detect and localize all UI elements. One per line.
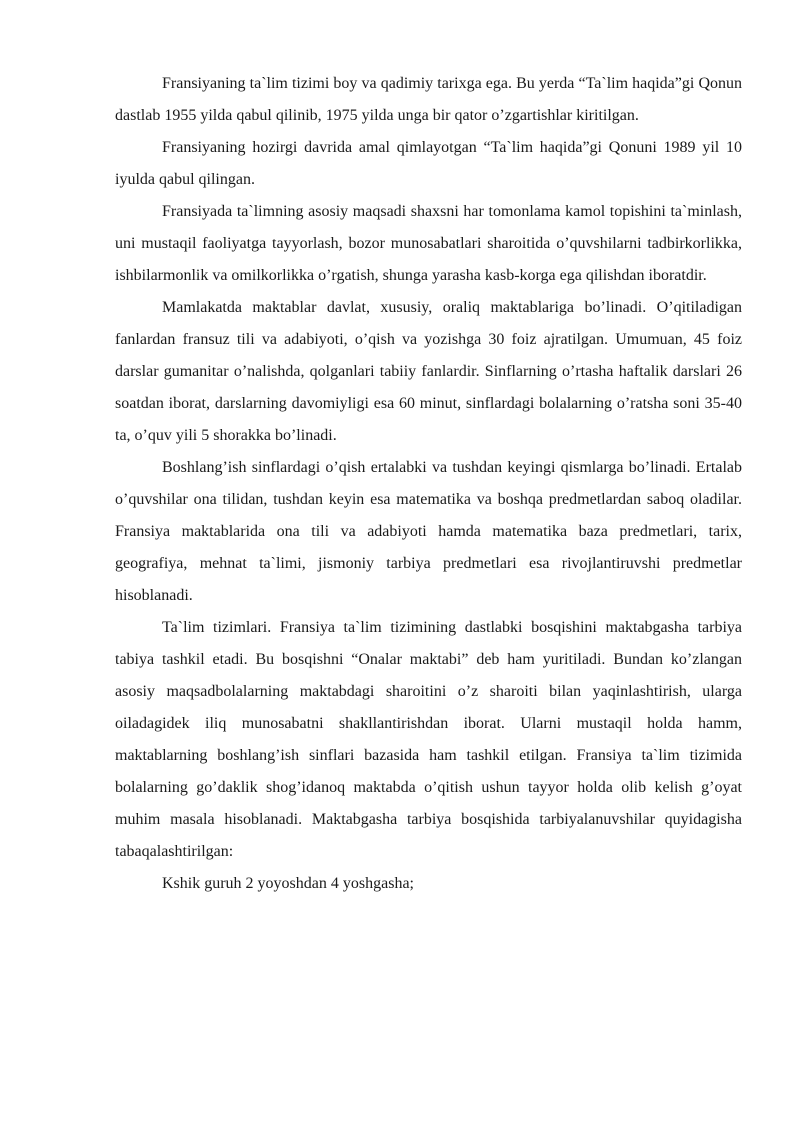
- paragraph-education-systems: Ta`lim tizimlari. Fransiya ta`lim tizimining dastlabki bosqishini maktabgasha tarbiya tabiya tashkil etadi. Bu bosqishni “Onalar maktabi” deb ham yuritiladi. Bundan ko’zlangan asosiy maqsadbolalarning maktabdagi sharoitini o’z sharoiti bilan yaqinlashtirish, ularga oiladagidek iliq munosabatni shakllantirishdan iborat. Ularni mustaqil holda hamm, maktablarning boshlang’ish sinflari bazasida ham tashkil etilgan. Fransiya ta`lim tizimida bolalarning go’daklik shog’idanoq maktabda o’qitish ushun tayyor holda olib kelish g’oyat muhim masala hisoblanadi. Maktabgasha tarbiya bosqishida tarbiyalanuvshilar quyidagisha tabaqalashtirilgan:: [115, 619, 742, 860]
- paragraph-education-goal: Fransiyada ta`limning asosiy maqsadi shaxsni har tomonlama kamol topishini ta`minlash, uni mustaqil faoliyatga tayyorlash, bozor munosabatlari sharoitida o’quvshilarni tadbirkorlikka, ishbilarmonlik va omilkorlikka o’rgatish, shunga yarasha kasb-korga ega qilishdan iboratdir.: [115, 203, 742, 284]
- paragraph-primary-classes: Boshlang’ish sinflardagi o’qish ertalabki va tushdan keyingi qismlarga bo’linadi. Ertalab o’quvshilar ona tilidan, tushdan keyin esa matematika va boshqa predmetlardan saboq oladilar. Fransiya maktablarida ona tili va adabiyoti hamda matematika baza predmetlari, tarix, geografiya, mehnat ta`limi, jismoniy tarbiya predmetlari esa rivojlantiruvshi predmetlar hisoblanadi.: [115, 459, 742, 604]
- paragraph-law-1989: Fransiyaning hozirgi davrida amal qimlayotgan “Ta`lim haqida”gi Qonuni 1989 yil 10 iyulda qabul qilingan.: [115, 139, 742, 188]
- paragraph-history: Fransiyaning ta`lim tizimi boy va qadimiy tarixga ega. Bu yerda “Ta`lim haqida”gi Qonun dastlab 1955 yilda qabul qilinib, 1975 yilda unga bir qator o’zgartishlar kiritilgan.: [115, 75, 742, 124]
- paragraph-small-group: Kshik guruh 2 yoyoshdan 4 yoshgasha;: [162, 875, 414, 892]
- paragraph-school-types: Mamlakatda maktablar davlat, xususiy, oraliq maktablariga bo’linadi. O’qitiladigan fanlardan fransuz tili va adabiyoti, o’qish va yozishga 30 foiz ajratilgan. Umumuan, 45 foiz darslar gumanitar o’nalishda, qolganlari tabiiy fanlardir. Sinflarning o’rtasha haftalik darslari 26 soatdan iborat, darslarning davomiyligi esa 60 minut, sinflardagi bolalarning o’ratsha soni 35-40 ta, o’quv yili 5 shorakka bo’linadi.: [115, 299, 742, 444]
- document-page: [115, 68, 742, 900]
